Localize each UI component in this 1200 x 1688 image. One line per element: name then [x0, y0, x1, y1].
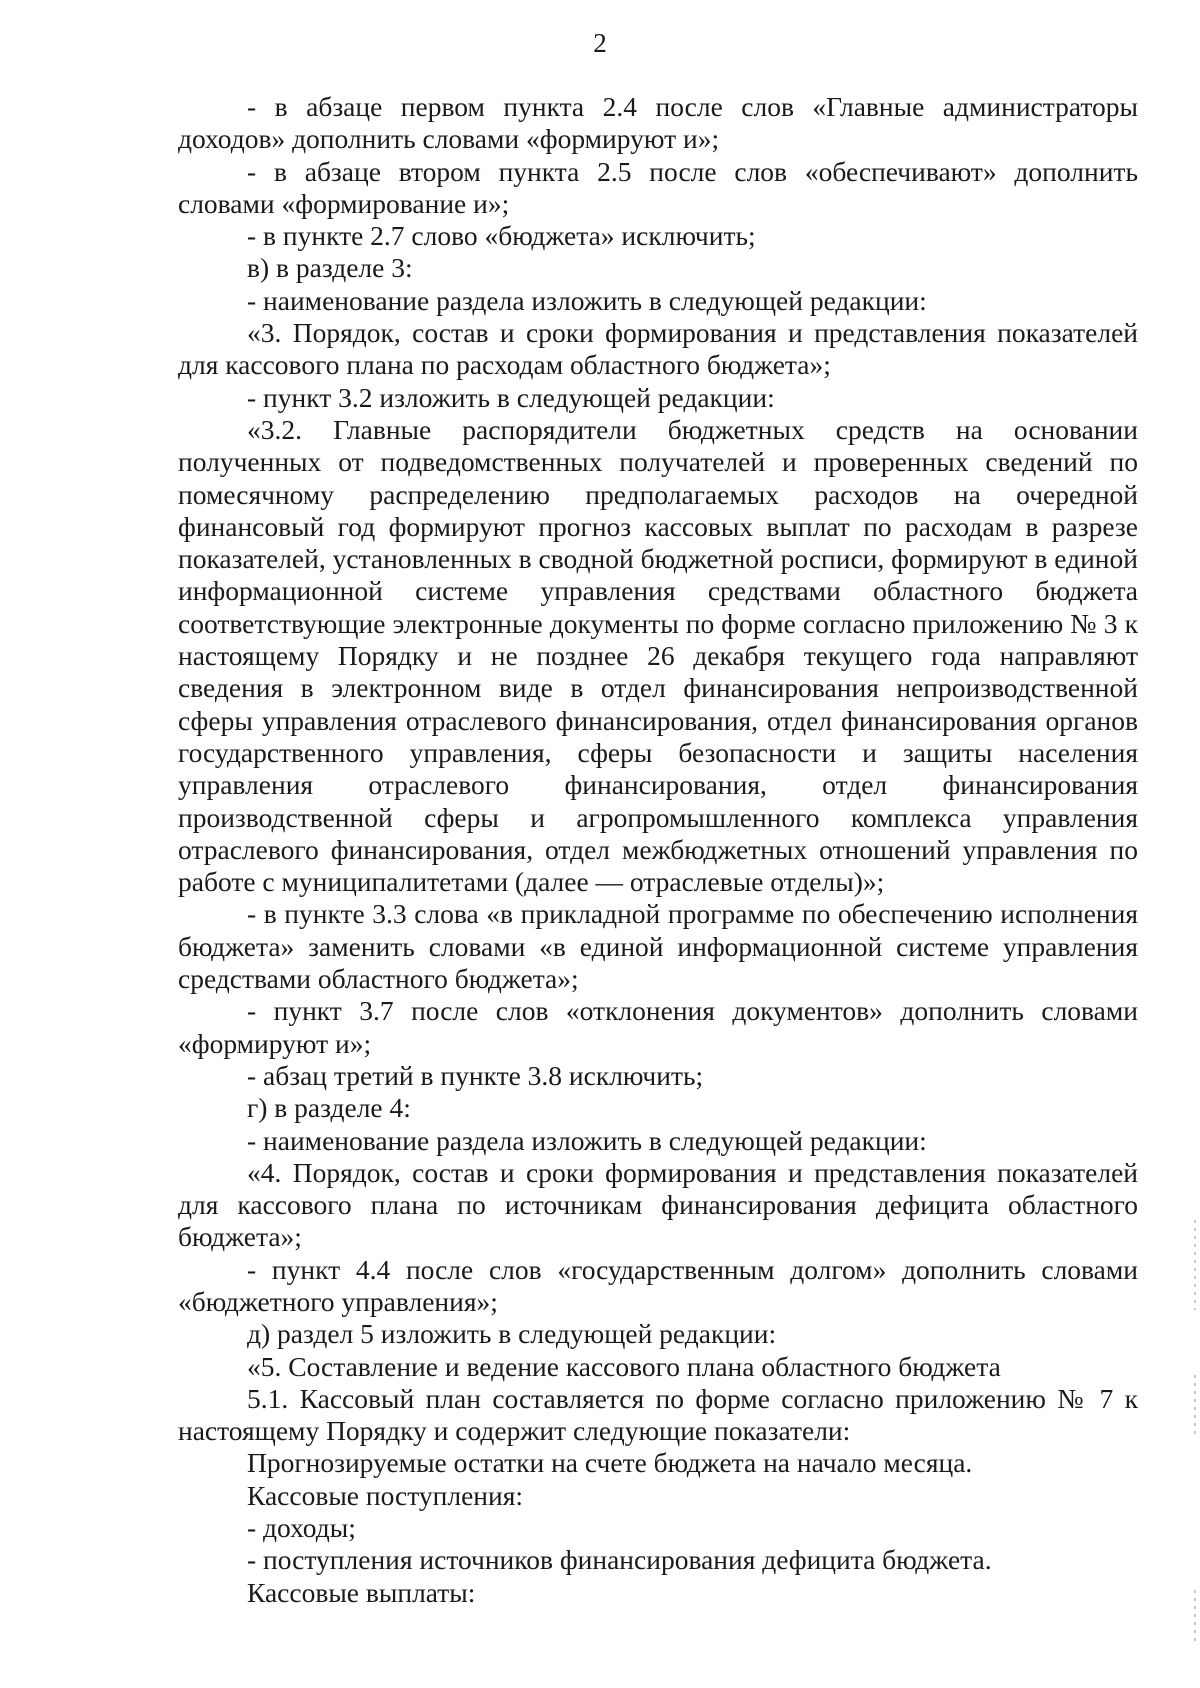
scan-edge-mark: [1194, 1220, 1196, 1310]
paragraph-13: - наименование раздела изложить в следующей редакции:: [247, 1124, 927, 1156]
paragraph-1: - в абзаце первом пункта 2.4 после слов «Главные администраторы доходов» дополнить словами «формируют и»;: [178, 91, 1138, 155]
paragraph-22: - поступления источников финансирования дефицита бюджета.: [247, 1544, 992, 1576]
paragraph-16: д) раздел 5 изложить в следующей редакции:: [247, 1318, 777, 1350]
page-number: 2: [593, 28, 607, 58]
paragraph-2: - в абзаце втором пункта 2.5 после слов «обеспечивают» дополнить словами «формирование и»;: [178, 155, 1138, 219]
paragraph-19: Прогнозируемые остатки на счете бюджета на начало месяца.: [247, 1447, 973, 1479]
paragraph-4: в) в разделе 3:: [247, 252, 413, 284]
paragraph-15: - пункт 4.4 после слов «государственным долгом» дополнить словами «бюджетного управления»;: [178, 1253, 1138, 1317]
paragraph-9: - в пункте 3.3 слова «в прикладной программе по обеспечению исполнения бюджета» заменить словами «в единой информационной системе управления средствами областного бюджета»;: [178, 898, 1138, 995]
paragraph-14: «4. Порядок, состав и сроки формирования и представления показателей для кассового плана по источникам финансирования дефицита областного бюджета»;: [178, 1156, 1138, 1253]
paragraph-7: - пункт 3.2 изложить в следующей редакции:: [247, 381, 775, 413]
paragraph-23: Кассовые выплаты:: [247, 1576, 476, 1608]
paragraph-10: - пункт 3.7 после слов «отклонения документов» дополнить словами «формируют и»;: [178, 995, 1138, 1059]
paragraph-11: - абзац третий в пункте 3.8 исключить;: [247, 1059, 704, 1091]
paragraph-17: «5. Составление и ведение кассового плана областного бюджета: [247, 1350, 1001, 1382]
scan-edge-mark: [1194, 1590, 1196, 1645]
paragraph-18: 5.1. Кассовый план составляется по форме согласно приложению № 7 к настоящему Порядку и содержит следующие показатели:: [178, 1382, 1138, 1447]
paragraph-6: «3. Порядок, состав и сроки формирования и представления показателей для кассового плана по расходам областного бюджета»;: [178, 317, 1138, 381]
paragraph-20: Кассовые поступления:: [247, 1479, 524, 1511]
paragraph-3: - в пункте 2.7 слово «бюджета» исключить;: [247, 220, 756, 252]
paragraph-8: «3.2. Главные распорядители бюджетных средств на основании полученных от подведомственных получателей и проверенных сведений по помесячному распределению предполагаемых расходов на очередной финансовый год формируют прогноз кассовых выплат по расходам в разрезе показателей, установленных в сводной бюджетной росписи, формируют в единой информационной системе управления средствами областного бюджета соответствующие электронные документы по форме согласно приложению № 3 к настоящему Порядку и не позднее 26 декабря текущего года направляют сведения в электронном виде в отдел финансирования непроизводственной сферы управления отраслевого финансирования, отдел финансирования органов государственного управления, сферы безопасности и защиты населения управления отраслевого финансирования, отдел финансирования производственной сферы и агропромышленного комплекса управления отраслевого финансирования, отдел межбюджетных отношений управления по работе с муниципалитетами (далее — отраслевые отделы)»;: [178, 413, 1138, 898]
paragraph-21: - доходы;: [247, 1512, 356, 1544]
paragraph-5: - наименование раздела изложить в следующей редакции:: [247, 284, 927, 316]
document-body: [178, 91, 1138, 1609]
paragraph-12: г) в разделе 4:: [247, 1092, 411, 1124]
scan-edge-mark: [1194, 1375, 1196, 1435]
